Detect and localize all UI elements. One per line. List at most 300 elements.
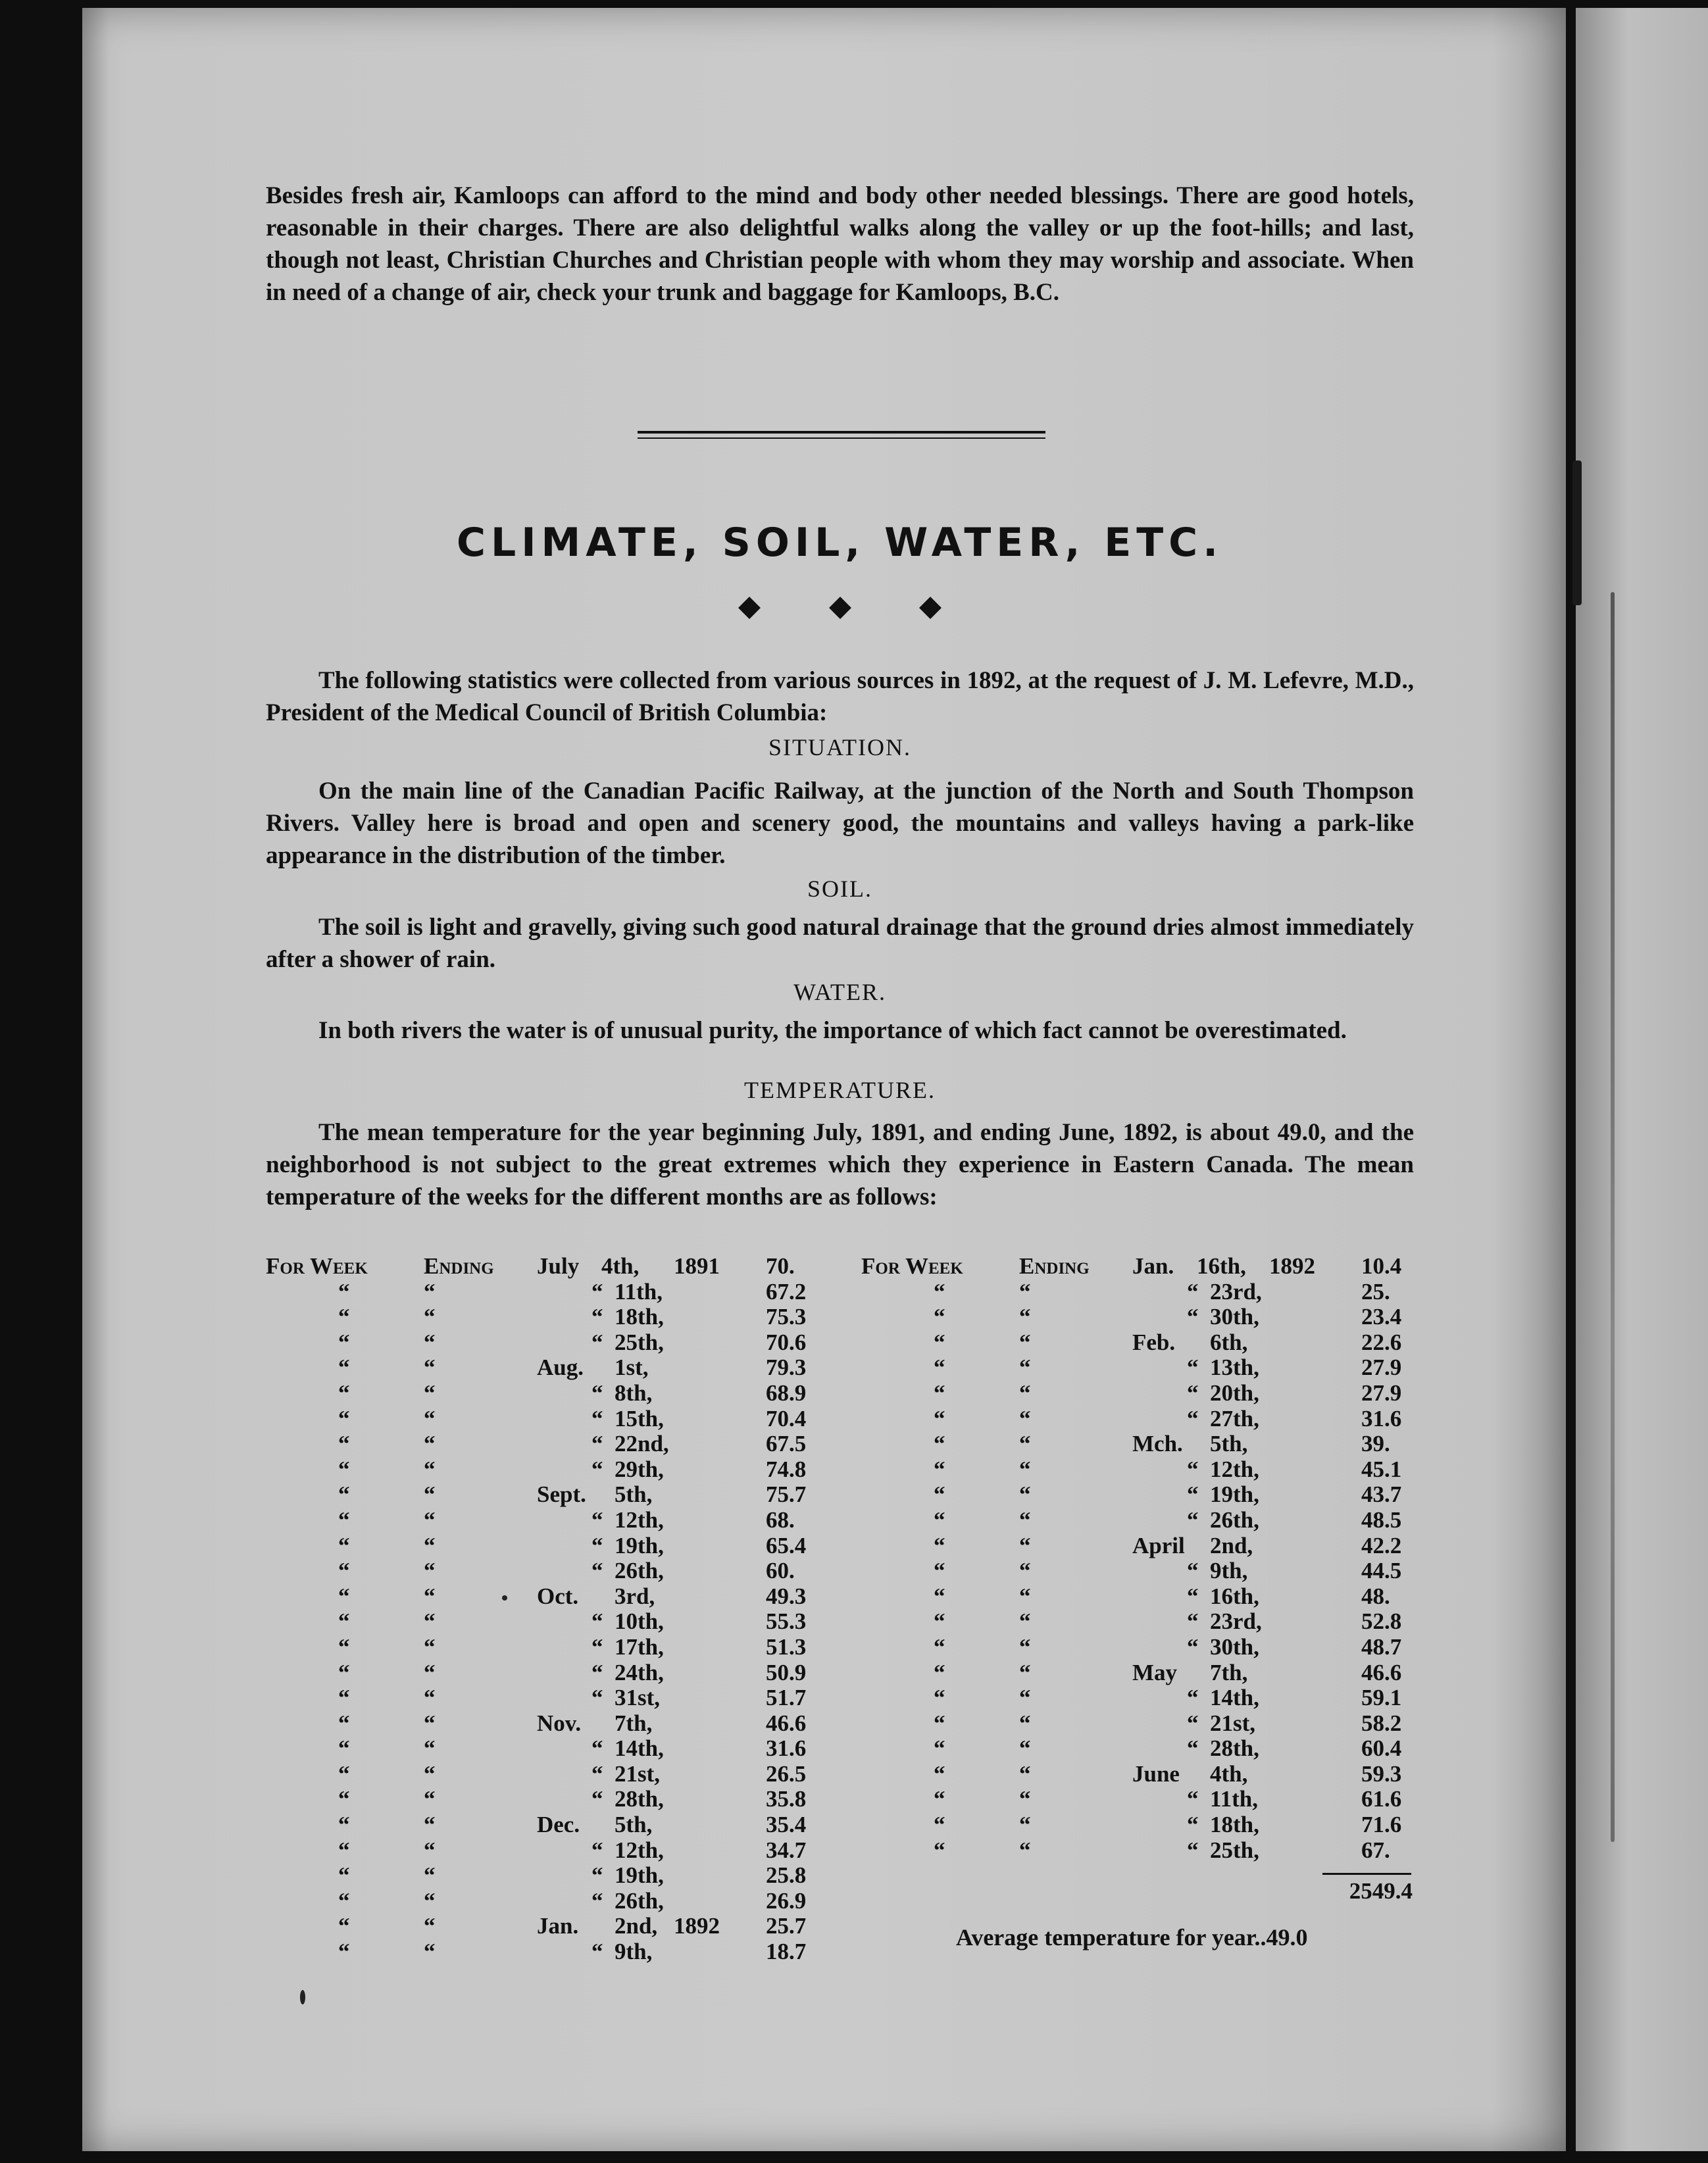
row-value: 46.6	[1361, 1659, 1402, 1685]
row-value: 43.7	[1361, 1481, 1402, 1508]
ditto-ending: “	[424, 1456, 436, 1482]
ditto-ending: “	[424, 1304, 436, 1330]
row-month: “	[591, 1304, 603, 1330]
row-value: 68.9	[766, 1380, 807, 1406]
row-month: “	[1187, 1558, 1199, 1584]
ditto-for: “	[338, 1862, 350, 1889]
row-value: 27.9	[1361, 1380, 1402, 1406]
row-value: 10.4	[1361, 1253, 1402, 1279]
row-day: 9th,	[615, 1939, 653, 1965]
ditto-for: “	[934, 1837, 945, 1863]
ditto-for: “	[338, 1278, 350, 1305]
row-value: 23.4	[1361, 1304, 1402, 1330]
table-row	[861, 1253, 1427, 1279]
row-month: “	[1187, 1506, 1199, 1533]
ditto-for: “	[934, 1710, 945, 1736]
ditto-for: “	[338, 1837, 350, 1863]
ditto-for: “	[338, 1456, 350, 1482]
table-row	[266, 1837, 832, 1863]
row-month: Jan.	[537, 1913, 579, 1939]
row-day: 26th,	[615, 1558, 664, 1584]
ditto-for: “	[338, 1355, 350, 1381]
row-day: 23rd,	[1210, 1278, 1262, 1305]
ditto-for: “	[338, 1710, 350, 1736]
ditto-ending: “	[1019, 1735, 1031, 1762]
row-day: 28th,	[1210, 1735, 1259, 1762]
row-value: 46.6	[766, 1710, 807, 1736]
row-value: 25.8	[766, 1862, 807, 1889]
row-day: 19th,	[1210, 1481, 1259, 1508]
row-day: 15th,	[615, 1405, 664, 1431]
row-day: 20th,	[1210, 1380, 1259, 1406]
binding-thread	[1611, 592, 1615, 1842]
row-day: 5th,	[1210, 1431, 1248, 1457]
ditto-for: “	[934, 1532, 945, 1558]
table-row	[861, 1583, 1427, 1609]
ditto-for: “	[338, 1913, 350, 1939]
average-label: Average temperature for year	[956, 1924, 1255, 1951]
statistics-intro: The following statistics were collected from various sources in 1892, at the request of J. M. Lefevre, M.D., President of the Medical Council of British Columbia:	[266, 667, 1414, 726]
ditto-ending: “	[1019, 1456, 1031, 1482]
table-row	[266, 1786, 832, 1812]
row-day: 18th,	[615, 1304, 664, 1330]
ditto-for: “	[934, 1329, 945, 1355]
row-year: 1892	[674, 1913, 720, 1939]
row-day: 2nd,	[1210, 1532, 1253, 1558]
row-day: 10th,	[615, 1608, 664, 1635]
table-row	[266, 1253, 832, 1279]
table-row	[861, 1355, 1427, 1380]
row-month: “	[1187, 1837, 1199, 1863]
row-day: 25th,	[615, 1329, 664, 1355]
row-month: “	[1187, 1355, 1199, 1381]
row-month: “	[1187, 1735, 1199, 1762]
ditto-ending: “	[424, 1431, 436, 1457]
table-row	[266, 1583, 832, 1609]
row-day: 5th,	[615, 1481, 653, 1508]
table-row	[861, 1380, 1427, 1406]
table-row	[266, 1862, 832, 1888]
label-for-week: For Week	[861, 1253, 963, 1279]
ditto-for: “	[338, 1481, 350, 1508]
row-month: “	[1187, 1812, 1199, 1838]
ditto-ending: “	[424, 1939, 436, 1965]
row-day: 11th,	[615, 1278, 663, 1305]
temperature-table-right	[861, 1253, 1427, 1862]
ditto-ending: “	[424, 1913, 436, 1939]
row-day: 16th,	[1210, 1583, 1259, 1609]
heading-situation: SITUATION.	[768, 734, 911, 760]
ditto-for: “	[934, 1506, 945, 1533]
table-row	[861, 1735, 1427, 1761]
row-day: 21st,	[1210, 1710, 1256, 1736]
row-month: April	[1132, 1532, 1185, 1558]
row-month: “	[591, 1431, 603, 1457]
ditto-for: “	[934, 1608, 945, 1635]
ditto-for: “	[338, 1583, 350, 1609]
ditto-for: “	[338, 1304, 350, 1330]
text-situation: On the main line of the Canadian Pacific Railway, at the junction of the North and South Thompson Rivers. Valley here is broad and open and scenery good, the mountains and valleys having a park-like appearance in the distribution of the timber.	[266, 778, 1414, 869]
row-value: 27.9	[1361, 1355, 1402, 1381]
row-value: 31.6	[766, 1735, 807, 1762]
row-month: “	[591, 1456, 603, 1482]
table-row	[861, 1533, 1427, 1558]
table-row	[861, 1710, 1427, 1736]
ditto-for: “	[934, 1278, 945, 1305]
ditto-for: “	[934, 1659, 945, 1685]
row-day: 2nd,	[615, 1913, 658, 1939]
table-row	[266, 1431, 832, 1456]
row-value: 50.9	[766, 1659, 807, 1685]
row-value: 22.6	[1361, 1329, 1402, 1355]
ditto-for: “	[338, 1380, 350, 1406]
row-value: 52.8	[1361, 1608, 1402, 1635]
row-month: “	[591, 1558, 603, 1584]
row-year: 1891	[674, 1253, 720, 1279]
ditto-ending: “	[1019, 1532, 1031, 1558]
row-month: “	[591, 1685, 603, 1711]
table-row	[266, 1558, 832, 1583]
ditto-for: “	[934, 1380, 945, 1406]
ditto-ending: “	[1019, 1760, 1031, 1787]
ditto-ending: “	[1019, 1355, 1031, 1381]
row-month: Mch.	[1132, 1431, 1183, 1457]
row-day: 12th,	[1210, 1456, 1259, 1482]
diamond-ornament-icon	[829, 597, 851, 619]
row-month: June	[1132, 1760, 1180, 1787]
row-value: 61.6	[1361, 1786, 1402, 1812]
row-value: 51.7	[766, 1685, 807, 1711]
table-row	[266, 1939, 832, 1964]
ditto-ending: “	[424, 1633, 436, 1660]
row-month: “	[591, 1760, 603, 1787]
table-row	[266, 1685, 832, 1710]
ditto-ending: “	[1019, 1431, 1031, 1457]
row-day: 17th,	[615, 1633, 664, 1660]
row-day: 19th,	[615, 1862, 664, 1889]
row-value: 67.2	[766, 1278, 807, 1305]
table-row	[266, 1279, 832, 1305]
ditto-for: “	[338, 1506, 350, 1533]
ditto-ending: “	[424, 1583, 436, 1609]
table-row	[266, 1710, 832, 1736]
row-day: 6th,	[1210, 1329, 1248, 1355]
row-value: 26.5	[766, 1760, 807, 1787]
diamond-ornament-icon	[919, 597, 942, 619]
row-value: 49.3	[766, 1583, 807, 1609]
ditto-ending: “	[1019, 1633, 1031, 1660]
table-row	[861, 1761, 1427, 1787]
row-value: 48.7	[1361, 1633, 1402, 1660]
row-month: Oct.	[537, 1583, 579, 1609]
ditto-ending: “	[424, 1760, 436, 1787]
row-month: “	[591, 1659, 603, 1685]
row-month: “	[591, 1939, 603, 1965]
ornament-diamonds	[266, 593, 1414, 633]
ditto-ending: “	[424, 1735, 436, 1762]
adjacent-page-edge	[1576, 8, 1708, 2151]
ditto-ending: “	[424, 1837, 436, 1863]
table-row	[861, 1786, 1427, 1812]
row-month: “	[591, 1506, 603, 1533]
table-row	[861, 1507, 1427, 1533]
row-day: 23rd,	[1210, 1608, 1262, 1635]
table-row	[861, 1304, 1427, 1330]
row-month: “	[1187, 1481, 1199, 1508]
row-month: “	[591, 1862, 603, 1889]
row-day: 14th,	[615, 1735, 664, 1762]
row-month: Dec.	[537, 1812, 580, 1838]
ditto-ending: “	[1019, 1710, 1031, 1736]
row-day: 4th,	[601, 1253, 640, 1279]
ditto-for: “	[338, 1939, 350, 1965]
table-row	[266, 1913, 832, 1939]
table-row	[266, 1330, 832, 1355]
row-day: 12th,	[615, 1837, 664, 1863]
ditto-for: “	[934, 1786, 945, 1812]
row-day: 12th,	[615, 1506, 664, 1533]
ditto-ending: “	[1019, 1583, 1031, 1609]
ditto-ending: “	[424, 1329, 436, 1355]
table-row	[861, 1812, 1427, 1837]
row-day: 29th,	[615, 1456, 664, 1482]
row-day: 31st,	[615, 1685, 661, 1711]
row-value: 48.	[1361, 1583, 1390, 1609]
row-month: Nov.	[537, 1710, 582, 1736]
ditto-for: “	[338, 1735, 350, 1762]
row-month: “	[1187, 1304, 1199, 1330]
ditto-for: “	[338, 1887, 350, 1914]
ditto-ending: “	[424, 1887, 436, 1914]
label-ending: Ending	[1019, 1253, 1090, 1279]
row-day: 30th,	[1210, 1304, 1259, 1330]
row-value: 60.	[766, 1558, 795, 1584]
table-row	[266, 1812, 832, 1837]
average-leader: ..	[1254, 1924, 1267, 1951]
row-month: “	[1187, 1405, 1199, 1431]
row-value: 58.2	[1361, 1710, 1402, 1736]
row-day: 24th,	[615, 1659, 664, 1685]
row-value: 31.6	[1361, 1405, 1402, 1431]
row-day: 1st,	[615, 1355, 649, 1381]
ditto-for: “	[338, 1812, 350, 1838]
table-row	[861, 1330, 1427, 1355]
divider-rule-thin	[638, 437, 1045, 439]
row-value: 67.	[1361, 1837, 1390, 1863]
row-day: 30th,	[1210, 1633, 1259, 1660]
row-value: 68.	[766, 1506, 795, 1533]
ditto-ending: “	[1019, 1405, 1031, 1431]
ditto-ending: “	[424, 1380, 436, 1406]
row-month: “	[1187, 1685, 1199, 1711]
row-day: 19th,	[615, 1532, 664, 1558]
ditto-ending: “	[424, 1685, 436, 1711]
row-month: “	[1187, 1456, 1199, 1482]
row-day: 27th,	[1210, 1405, 1259, 1431]
table-row	[861, 1558, 1427, 1583]
row-month: May	[1132, 1659, 1178, 1685]
row-day: 3rd,	[615, 1583, 655, 1609]
scan-speck	[300, 1990, 305, 2004]
row-day: 7th,	[1210, 1659, 1248, 1685]
row-day: 13th,	[1210, 1355, 1259, 1381]
label-for-week: For Week	[266, 1253, 368, 1279]
average-value: 49.0	[1266, 1924, 1308, 1951]
row-value: 60.4	[1361, 1735, 1402, 1762]
ditto-for: “	[934, 1558, 945, 1584]
row-value: 70.6	[766, 1329, 807, 1355]
table-row	[266, 1481, 832, 1507]
row-month: “	[1187, 1608, 1199, 1635]
ditto-ending: “	[424, 1710, 436, 1736]
total-rule	[1322, 1873, 1411, 1875]
row-month: “	[591, 1786, 603, 1812]
ditto-for: “	[338, 1760, 350, 1787]
row-month: “	[591, 1405, 603, 1431]
table-row	[266, 1380, 832, 1406]
row-month: “	[591, 1329, 603, 1355]
ditto-ending: “	[1019, 1786, 1031, 1812]
table-row	[861, 1406, 1427, 1431]
ditto-for: “	[338, 1633, 350, 1660]
table-row	[861, 1685, 1427, 1710]
table-row	[861, 1431, 1427, 1456]
row-day: 11th,	[1210, 1786, 1258, 1812]
table-row	[266, 1634, 832, 1660]
row-value: 65.4	[766, 1532, 807, 1558]
row-month: “	[591, 1380, 603, 1406]
scan-speck	[502, 1595, 507, 1601]
ditto-for: “	[934, 1685, 945, 1711]
intro-paragraph: Besides fresh air, Kamloops can afford to the mind and body other needed blessings. There are good hotels, reasonable in their charges. There are also delightful walks along the valley or up the foot-hills; and last, though not least, Christian Churches and Christian people with whom they may worship and associate. When in need of a change of air, check your trunk and baggage for Kamloops, B.C.	[266, 182, 1414, 306]
ditto-ending: “	[1019, 1837, 1031, 1863]
row-month: “	[591, 1837, 603, 1863]
heading-soil: SOIL.	[807, 876, 872, 902]
row-value: 44.5	[1361, 1558, 1402, 1584]
row-month: “	[1187, 1710, 1199, 1736]
ditto-ending: “	[1019, 1608, 1031, 1635]
row-value: 35.8	[766, 1786, 807, 1812]
ditto-for: “	[934, 1633, 945, 1660]
row-value: 51.3	[766, 1633, 807, 1660]
ditto-for: “	[338, 1659, 350, 1685]
ditto-ending: “	[424, 1278, 436, 1305]
ditto-for: “	[934, 1405, 945, 1431]
row-year: 1892	[1269, 1253, 1315, 1279]
ditto-for: “	[338, 1405, 350, 1431]
table-row	[266, 1355, 832, 1380]
row-day: 25th,	[1210, 1837, 1259, 1863]
text-water: In both rivers the water is of unusual purity, the importance of which fact cannot be overestimated.	[318, 1017, 1347, 1044]
table-row	[861, 1279, 1427, 1305]
row-value: 35.4	[766, 1812, 807, 1838]
row-month: “	[591, 1735, 603, 1762]
row-day: 28th,	[615, 1786, 664, 1812]
ditto-for: “	[338, 1608, 350, 1635]
ditto-ending: “	[1019, 1278, 1031, 1305]
row-value: 75.7	[766, 1481, 807, 1508]
text-temperature: The mean temperature for the year beginning July, 1891, and ending June, 1892, is about 49.0, and the neighborhood is not subject to the great extremes which they experience in Eastern Canada. The mean temperature of the weeks for the different months are as follows:	[266, 1119, 1414, 1210]
row-value: 48.5	[1361, 1506, 1402, 1533]
row-month: “	[1187, 1786, 1199, 1812]
row-value: 71.6	[1361, 1812, 1402, 1838]
row-value: 42.2	[1361, 1532, 1402, 1558]
ditto-ending: “	[424, 1481, 436, 1508]
ditto-ending: “	[1019, 1812, 1031, 1838]
ditto-for: “	[934, 1304, 945, 1330]
ditto-ending: “	[424, 1659, 436, 1685]
ditto-ending: “	[1019, 1380, 1031, 1406]
row-month: “	[1187, 1380, 1199, 1406]
temperature-table-left	[266, 1253, 832, 1964]
table-row	[266, 1660, 832, 1685]
ditto-ending: “	[424, 1608, 436, 1635]
ditto-for: “	[338, 1431, 350, 1457]
row-value: 26.9	[766, 1887, 807, 1914]
row-month: “	[591, 1633, 603, 1660]
table-row	[266, 1888, 832, 1914]
row-value: 25.7	[766, 1913, 807, 1939]
row-month: “	[591, 1887, 603, 1914]
row-month: July	[537, 1253, 580, 1279]
ditto-for: “	[934, 1760, 945, 1787]
row-month: Feb.	[1132, 1329, 1176, 1355]
row-month: Aug.	[537, 1355, 584, 1381]
row-day: 26th,	[1210, 1506, 1259, 1533]
ditto-for: “	[338, 1685, 350, 1711]
ditto-ending: “	[1019, 1558, 1031, 1584]
ditto-ending: “	[1019, 1685, 1031, 1711]
row-value: 67.5	[766, 1431, 807, 1457]
table-row	[861, 1456, 1427, 1482]
ditto-ending: “	[424, 1355, 436, 1381]
row-value: 18.7	[766, 1939, 807, 1965]
row-month: “	[591, 1532, 603, 1558]
row-value: 79.3	[766, 1355, 807, 1381]
table-row	[266, 1533, 832, 1558]
ditto-for: “	[338, 1558, 350, 1584]
row-month: “	[591, 1608, 603, 1635]
ditto-ending: “	[424, 1862, 436, 1889]
row-day: 21st,	[615, 1760, 661, 1787]
row-value: 39.	[1361, 1431, 1390, 1457]
row-day: 9th,	[1210, 1558, 1248, 1584]
section-title: CLIMATE, SOIL, WATER, ETC.	[456, 520, 1224, 566]
table-row	[266, 1406, 832, 1431]
table-row	[861, 1634, 1427, 1660]
table-row	[266, 1735, 832, 1761]
row-value: 34.7	[766, 1837, 807, 1863]
ditto-ending: “	[424, 1558, 436, 1584]
ditto-ending: “	[424, 1532, 436, 1558]
row-value: 70.4	[766, 1405, 807, 1431]
row-month: Sept.	[537, 1481, 586, 1508]
ditto-for: “	[338, 1329, 350, 1355]
ditto-for: “	[338, 1786, 350, 1812]
table-row	[266, 1608, 832, 1634]
ditto-for: “	[338, 1532, 350, 1558]
divider-rule	[638, 431, 1045, 434]
text-soil: The soil is light and gravelly, giving such good natural drainage that the ground dries almost immediately after a shower of rain.	[266, 914, 1414, 973]
ditto-for: “	[934, 1481, 945, 1508]
ditto-ending: “	[1019, 1506, 1031, 1533]
table-row	[861, 1481, 1427, 1507]
row-value: 59.1	[1361, 1685, 1402, 1711]
ditto-for: “	[934, 1355, 945, 1381]
diamond-ornament-icon	[738, 597, 761, 619]
table-row	[861, 1660, 1427, 1685]
label-ending: Ending	[424, 1253, 494, 1279]
